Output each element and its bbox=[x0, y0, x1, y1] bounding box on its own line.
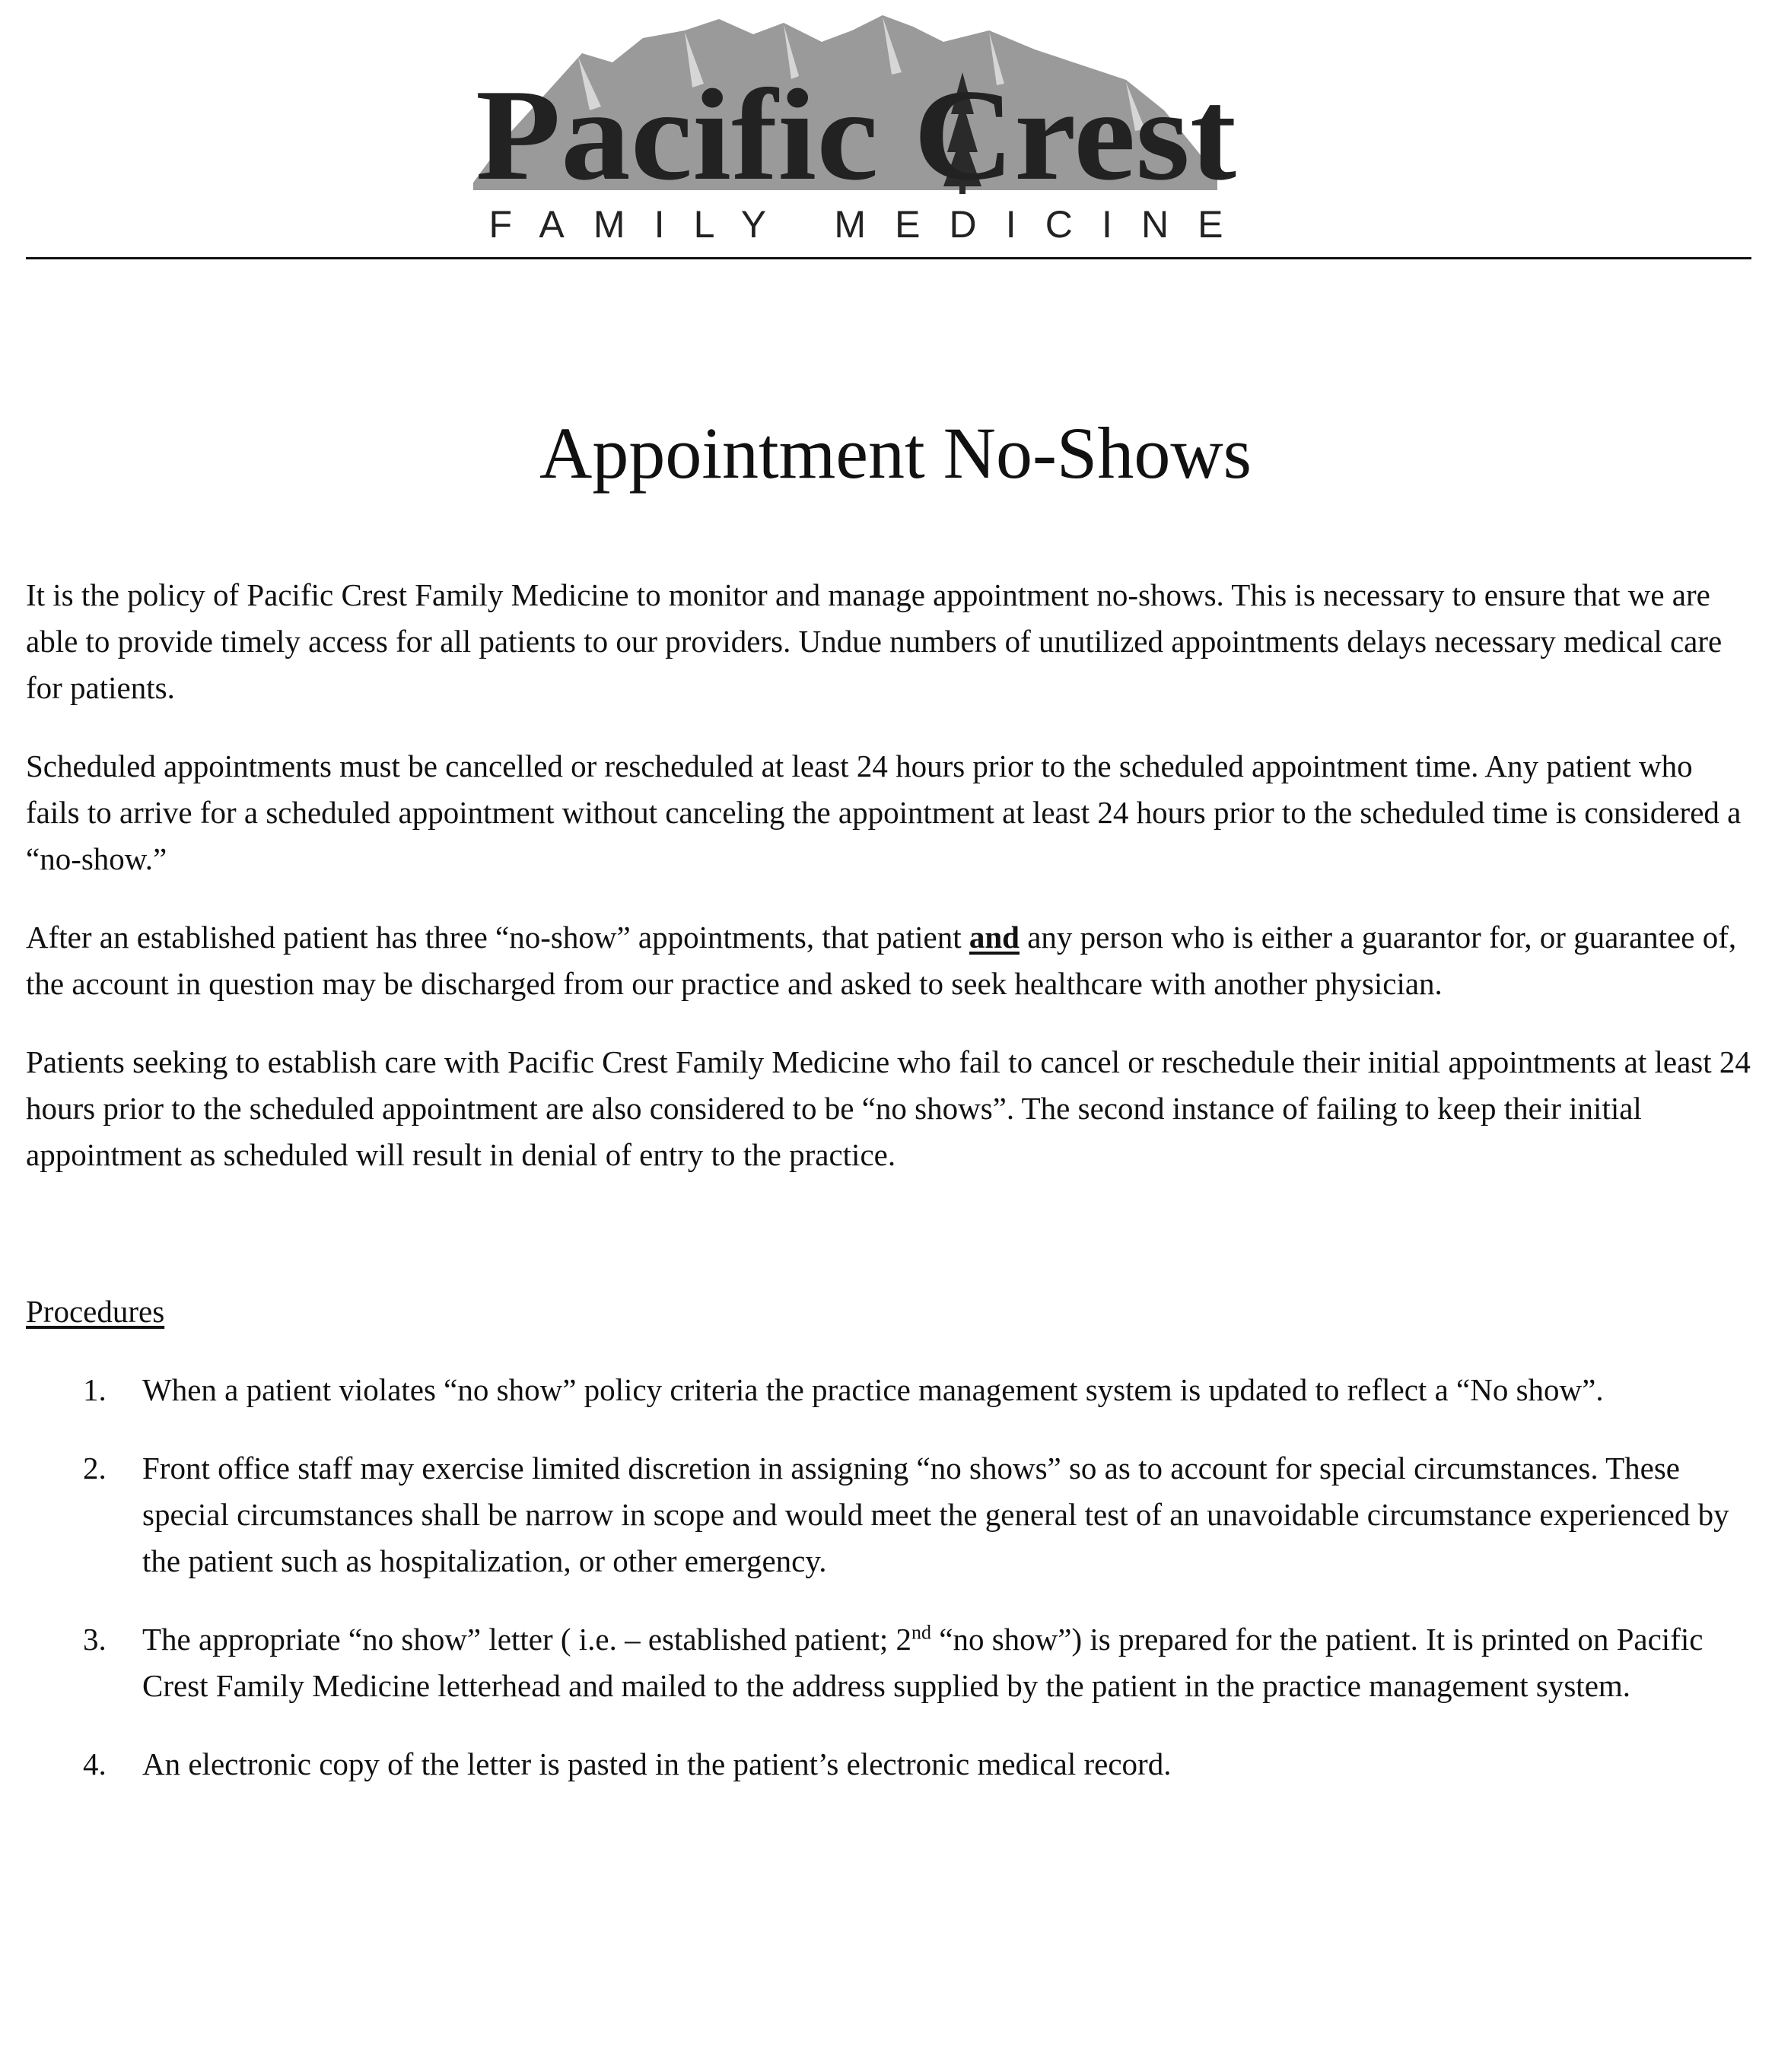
procedures-list bbox=[26, 1367, 1753, 1788]
logo-subtitle: FAMILY MEDICINE bbox=[488, 203, 1223, 246]
procedure-item bbox=[26, 1616, 1753, 1709]
policy-paragraph-2: Scheduled appointments must be cancelled or rescheduled at least 24 hours prior to the scheduled appointment time. Any patient who fails to arrive for a scheduled appointment without canceling the appointment at least 24 hours prior to the scheduled time is considered a “no-show.” bbox=[26, 748, 1742, 876]
procedure-number: 2. bbox=[83, 1451, 107, 1486]
procedures-heading: Procedures bbox=[26, 1294, 165, 1329]
policy-paragraph-1: It is the policy of Pacific Crest Family Medicine to monitor and manage appointment no-shows. This is necessary to ensure that we are able to provide timely access for all patients to our providers. Undue numbers of unutilized appointments delays necessary medical care for patients. bbox=[26, 577, 1723, 705]
procedure-text: An electronic copy of the letter is pasted in the patient’s electronic medical record. bbox=[142, 1746, 1172, 1781]
document-body bbox=[26, 572, 1753, 1819]
page-title: Appointment No-Shows bbox=[539, 412, 1252, 494]
paragraph-3-end: any person who is either a guarantor for, or guarantee of, the account in question may be discharged from our practice and asked to seek healthcare with another physician. bbox=[26, 920, 1737, 1001]
logo-wordmark: Pacific Crest bbox=[476, 63, 1236, 208]
procedure-text: When a patient violates “no show” policy criteria the practice management system is updated to reflect a “No show”. bbox=[142, 1372, 1604, 1407]
procedure-item bbox=[26, 1367, 1753, 1413]
procedure-number: 1. bbox=[83, 1372, 107, 1407]
procedure-text: The appropriate “no show” letter ( i.e. – established patient; 2nd “no show”) is prepared for the patient. It is printed on Pacific Crest Family Medicine letterhead and mailed to the address supplied by the patient in the practice management system. bbox=[142, 1621, 1704, 1703]
ordinal-suffix: nd bbox=[911, 1621, 931, 1644]
emphasis-and: and bbox=[969, 920, 1020, 955]
paragraph-3-start: After an established patient has three “no-show” appointments, that patient bbox=[26, 920, 969, 955]
procedure-number: 3. bbox=[83, 1622, 107, 1657]
policy-paragraph-3 bbox=[26, 914, 1753, 1007]
procedure-text: Front office staff may exercise limited discretion in assigning “no shows” so as to account for special circumstances. These special circumstances shall be narrow in scope and would meet the general test of an unavoidable circumstance experienced by the patient such as hospitalization, or other emergency. bbox=[142, 1451, 1729, 1578]
policy-paragraph-4: Patients seeking to establish care with Pacific Crest Family Medicine who fail to cancel or reschedule their initial appointments at least 24 hours prior to the scheduled appointment are also considered to be “no shows”. The second instance of failing to keep their initial appointment as scheduled will result in denial of entry to the practice. bbox=[26, 1044, 1751, 1172]
procedure-item bbox=[26, 1741, 1753, 1788]
procedure-item bbox=[26, 1445, 1753, 1584]
header-divider bbox=[26, 257, 1751, 259]
logo bbox=[456, 0, 1293, 251]
procedure-number: 4. bbox=[83, 1746, 107, 1781]
